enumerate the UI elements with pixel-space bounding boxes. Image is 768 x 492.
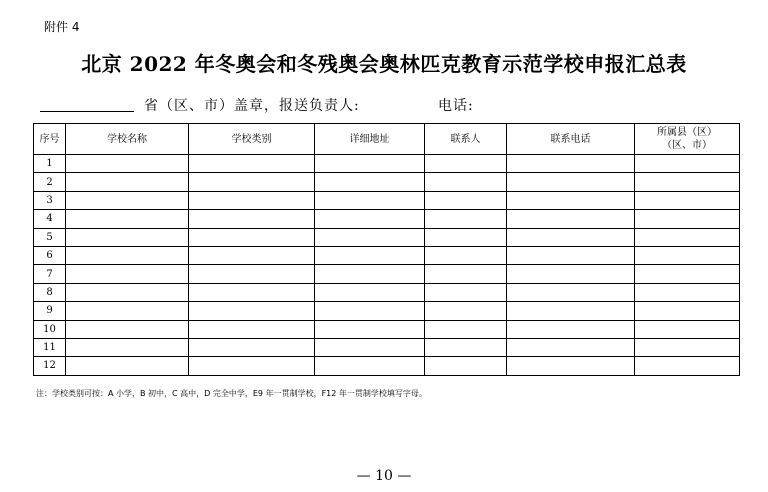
table-cell: [315, 173, 425, 191]
table-cell: [66, 283, 189, 301]
header-county: [635, 124, 740, 155]
table-cell: [315, 228, 425, 246]
table-cell: [425, 191, 507, 209]
table-cell: [635, 283, 740, 301]
table-cell: [425, 155, 507, 173]
table-row: [34, 302, 740, 320]
table-cell: [315, 338, 425, 356]
row-serial: 1: [34, 155, 66, 173]
table-cell: [66, 246, 189, 264]
table-cell: [635, 320, 740, 338]
table-cell: [507, 338, 635, 356]
table-cell: [635, 338, 740, 356]
attachment-label: 附件 4: [44, 20, 80, 34]
row-serial: 12: [34, 357, 66, 375]
table-header-row: [34, 124, 740, 155]
table-cell: [66, 210, 189, 228]
table-cell: [66, 173, 189, 191]
table-cell: [189, 338, 315, 356]
table-cell: [425, 228, 507, 246]
table-row: [34, 246, 740, 264]
table-cell: [315, 155, 425, 173]
row-serial: 8: [34, 283, 66, 301]
table-cell: [189, 265, 315, 283]
table-cell: [507, 210, 635, 228]
table-cell: [66, 228, 189, 246]
row-serial: 6: [34, 246, 66, 264]
table-cell: [189, 357, 315, 375]
table-cell: [507, 246, 635, 264]
row-serial: 4: [34, 210, 66, 228]
header-school-name: 学校名称: [66, 124, 189, 155]
table-cell: [507, 155, 635, 173]
table-cell: [315, 191, 425, 209]
row-serial: 3: [34, 191, 66, 209]
table-cell: [425, 338, 507, 356]
table-cell: [425, 302, 507, 320]
table-cell: [189, 246, 315, 264]
table-cell: [507, 283, 635, 301]
table-cell: [66, 320, 189, 338]
table-cell: [425, 265, 507, 283]
table-cell: [66, 357, 189, 375]
footnote: 注：学校类别可按：A 小学，B 初中，C 高中，D 完全中学，E9 年一贯制学校，F12 年一贯制学校填写字母。: [36, 389, 427, 398]
table-cell: [507, 320, 635, 338]
table-row: [34, 155, 740, 173]
header-school-type: 学校类别: [189, 124, 315, 155]
document-title: 北京 2022 年冬奥会和冬残奥会奥林匹克教育示范学校申报汇总表: [81, 52, 687, 76]
row-serial: 5: [34, 228, 66, 246]
row-serial: 2: [34, 173, 66, 191]
table-cell: [189, 283, 315, 301]
header-contact-phone: 联系电话: [507, 124, 635, 155]
table-cell: [635, 265, 740, 283]
table-cell: [507, 265, 635, 283]
table-cell: [635, 228, 740, 246]
table-cell: [66, 191, 189, 209]
table-row: [34, 265, 740, 283]
table-cell: [315, 265, 425, 283]
table-cell: [425, 283, 507, 301]
header-county-line2: （区、市）: [662, 140, 712, 151]
table-cell: [635, 357, 740, 375]
table-cell: [507, 357, 635, 375]
table-cell: [507, 173, 635, 191]
header-contact-person: 联系人: [425, 124, 507, 155]
table-row: [34, 210, 740, 228]
table-row: [34, 357, 740, 375]
table-cell: [425, 320, 507, 338]
table-cell: [635, 302, 740, 320]
table-cell: [635, 173, 740, 191]
table-row: [34, 191, 740, 209]
table-row: [34, 283, 740, 301]
table-cell: [189, 191, 315, 209]
table-cell: [315, 302, 425, 320]
header-county-line1: 所属县（区）: [657, 127, 717, 138]
page-number: — 10 —: [356, 468, 412, 484]
table-cell: [425, 210, 507, 228]
table-cell: [189, 320, 315, 338]
table-cell: [635, 155, 740, 173]
table-cell: [635, 210, 740, 228]
table-cell: [507, 228, 635, 246]
table-cell: [315, 246, 425, 264]
table-cell: [425, 246, 507, 264]
row-serial: 7: [34, 265, 66, 283]
table-cell: [315, 357, 425, 375]
phone-label: 电话:: [438, 98, 474, 114]
table-cell: [189, 210, 315, 228]
table-cell: [66, 302, 189, 320]
table-cell: [189, 228, 315, 246]
table-cell: [425, 173, 507, 191]
table-row: [34, 338, 740, 356]
row-serial: 9: [34, 302, 66, 320]
table-cell: [189, 155, 315, 173]
row-serial: 10: [34, 320, 66, 338]
table-cell: [315, 320, 425, 338]
table-cell: [315, 210, 425, 228]
province-blank-line: [40, 111, 134, 112]
summary-table: [33, 123, 740, 376]
table-row: [34, 173, 740, 191]
table-cell: [66, 155, 189, 173]
header-serial: 序号: [34, 124, 66, 155]
table-cell: [189, 173, 315, 191]
table-cell: [66, 338, 189, 356]
table-cell: [507, 191, 635, 209]
header-address: 详细地址: [315, 124, 425, 155]
table-cell: [189, 302, 315, 320]
submitter-label: 省（区、市）盖章，报送负责人:: [144, 98, 360, 114]
table-cell: [315, 283, 425, 301]
table-cell: [635, 191, 740, 209]
table-cell: [66, 265, 189, 283]
table-cell: [507, 302, 635, 320]
table-row: [34, 228, 740, 246]
row-serial: 11: [34, 338, 66, 356]
table-cell: [425, 357, 507, 375]
table-cell: [635, 246, 740, 264]
submission-line: [40, 93, 740, 117]
table-row: [34, 320, 740, 338]
